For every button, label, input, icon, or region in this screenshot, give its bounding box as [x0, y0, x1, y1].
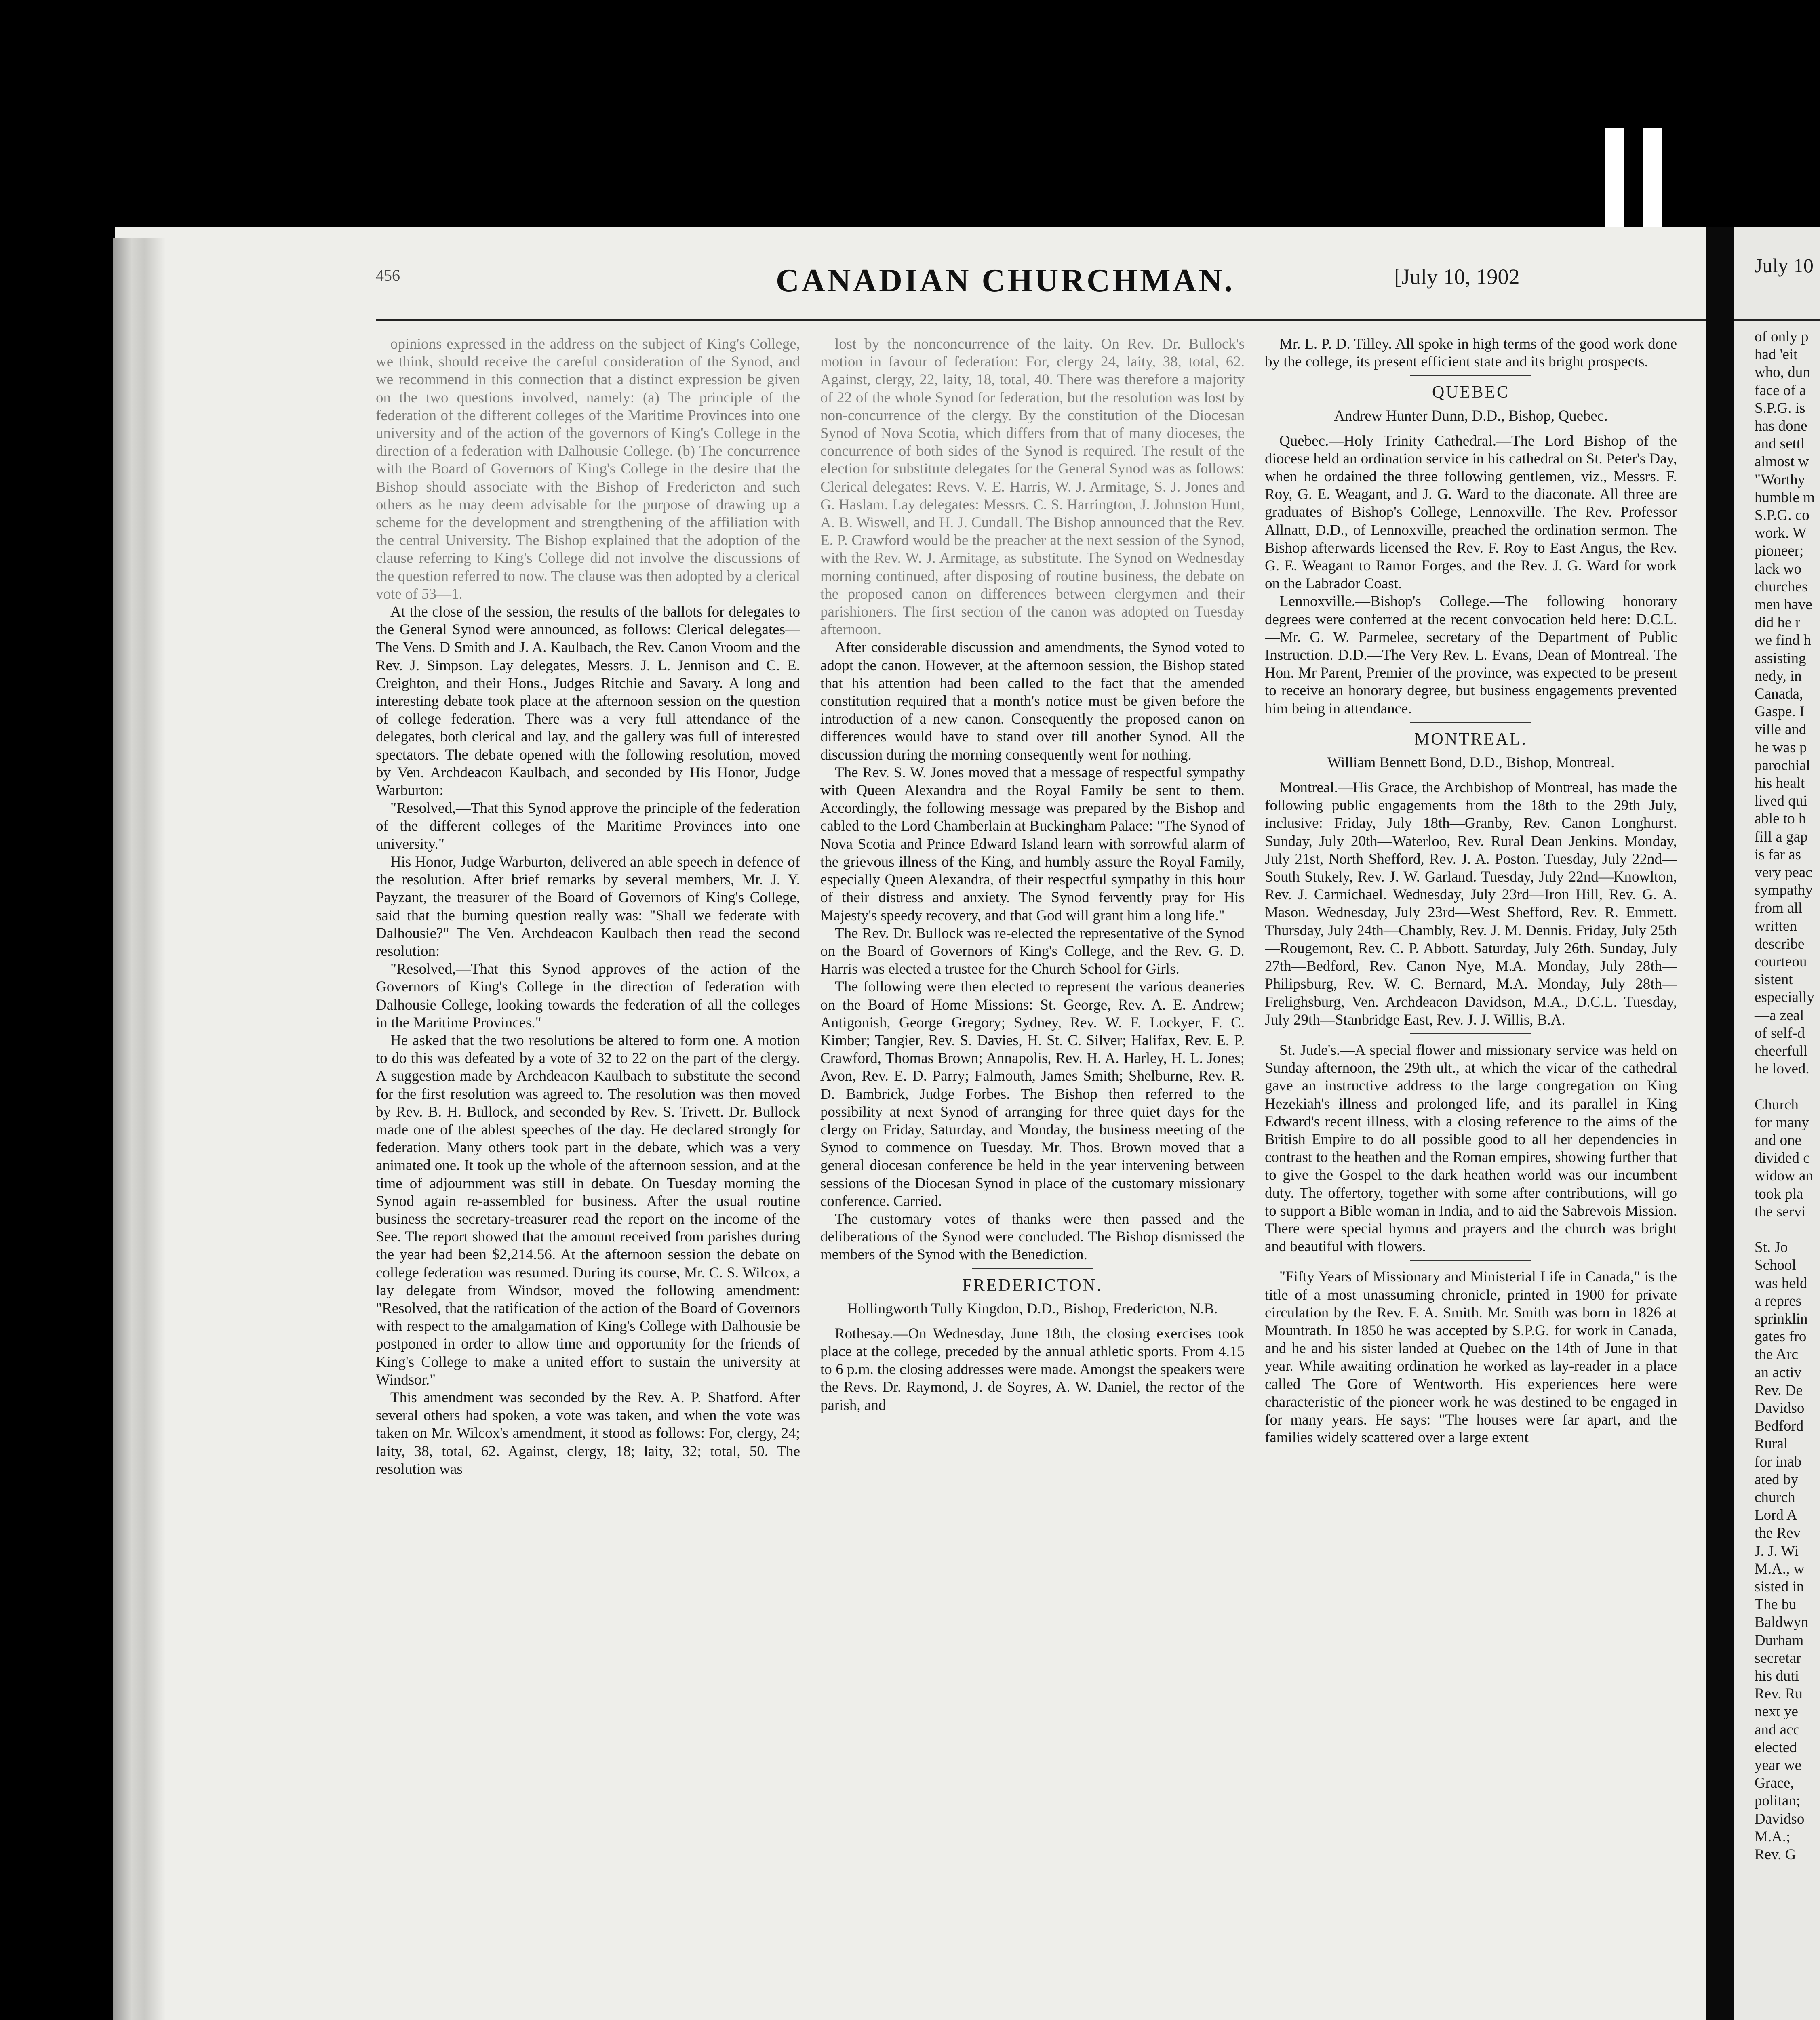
section-rule: [1410, 1033, 1531, 1034]
adjacent-text-line: nedy, in: [1755, 667, 1802, 684]
adjacent-text-line: men have: [1755, 596, 1812, 613]
header-rule: [1734, 319, 1820, 321]
page-edge-shadow: [113, 238, 166, 2020]
section-heading-fredericton: [820, 1277, 1245, 1295]
adjacent-text-line: widow an: [1755, 1168, 1813, 1185]
article-paragraph: "Resolved,—That this Synod approve the principle of the federation of the different colleges of the Maritime Provinces into one university.": [376, 800, 800, 852]
adjacent-text-line: lived qui: [1755, 793, 1807, 810]
adjacent-text-line: M.A.;: [1755, 1828, 1791, 1845]
adjacent-text-line: divided c: [1755, 1150, 1810, 1167]
adjacent-text-line: and settl: [1755, 436, 1805, 452]
adjacent-text-line: fill a gap: [1755, 828, 1808, 845]
adjacent-text-line: for many: [1755, 1114, 1809, 1131]
article-paragraph: His Honor, Judge Warburton, delivered an able speech in defence of the resolution. After brief remarks by several members, Mr. J. Y. Payzant, the treasurer of the Board of Governors of King's College, said that the burning question really was: "Shall we federate with Dalhousie?" The Ven. Archdeacon Kaulbach then read the second resolution:: [376, 853, 800, 960]
bishop-line: Hollingworth Tully Kingdon, D.D., Bishop, Fredericton, N.B.: [847, 1300, 1218, 1317]
adjacent-page: [1734, 227, 1820, 2020]
adjacent-text-line: Canada,: [1755, 686, 1803, 702]
section-rule: [1410, 1260, 1531, 1261]
adjacent-text-line: Church: [1755, 1096, 1799, 1113]
adjacent-text-line: written: [1755, 917, 1797, 934]
adjacent-text-line: work. W: [1755, 525, 1807, 542]
article-paragraph: At the close of the session, the results of the ballots for delegates to the General Synod were announced, as follows: Clerical delegates—The Vens. D Smith and J. A. Kaulbach, the Rev. Canon Vroom and the Rev. J. Simpson. Lay delegates, Messrs. J. L. Jennison and C. E. Creighton, and their Hons., Judges Ritchie and Savary. A long and interesting debate took place at the afternoon session on the question of college federation. There was a very full attendance of the delegates, both clerical and lay, and the gallery was full of interested spectators. The debate opened with the following resolution, moved by Ven. Archdeacon Kaulbach, and seconded by His Honor, Judge Warburton:: [376, 604, 800, 799]
article-paragraph: The customary votes of thanks were then passed and the deliberations of the Synod were concluded. The Bishop dismissed the members of the Synod with the Benediction.: [820, 1210, 1245, 1263]
section-title: FREDERICTON.: [962, 1276, 1103, 1295]
adjacent-text-line: the Rev: [1755, 1525, 1801, 1542]
adjacent-text-line: Rev. Ru: [1755, 1685, 1803, 1702]
adjacent-text-line: we find h: [1755, 632, 1811, 649]
adjacent-text-line: Davidso: [1755, 1810, 1805, 1827]
adjacent-text-line: Lord A: [1755, 1507, 1797, 1524]
page-header: [376, 254, 1600, 314]
article-paragraph: Mr. L. P. D. Tilley. All spoke in high terms of the good work done by the college, its present efficient state and its bright prospects.: [1265, 336, 1677, 370]
adjacent-text-line: describe: [1755, 935, 1805, 952]
article-paragraph: St. Jude's.—A special flower and missionary service was held on Sunday afternoon, the 29th ult., at which the vicar of the cathedral gave an instructive address to the large congregation on King Hezekiah's illness and prolonged life, and its parallel in King Edward's recent illness, with a closing reference to the aims of the British Empire to do all possible good to all her dependencies in contrast to the heathen and the Roman empires, showing further that to give the Gospel to the dark heathen world was our incumbent duty. The offertory, together with some after contributions, will go to support a Bible woman in India, and to aid the Sabrevois Mission. There were special hymns and prayers and the church was bright and beautiful with flowers.: [1265, 1042, 1677, 1255]
section-title: QUEBEC: [1432, 383, 1510, 402]
adjacent-text-line: courteou: [1755, 953, 1807, 970]
adjacent-text-line: who, dun: [1755, 364, 1810, 381]
adjacent-text-line: St. Jo: [1755, 1239, 1788, 1256]
adjacent-text-line: Davidso: [1755, 1400, 1805, 1416]
article-paragraph: "Resolved,—That this Synod approves of the action of the Governors of King's College in the direction of federation with Dalhousie College, looking towards the federation of all the colleges in the Maritime Provinces.": [376, 961, 800, 1031]
column-right: [1265, 335, 1677, 2020]
adjacent-text-line: his healt: [1755, 775, 1805, 791]
article-paragraph: "Fifty Years of Missionary and Ministerial Life in Canada," is the title of a most unassuming chronicle, printed in 1900 for private circulation by the Rev. F. A. Smith. Mr. Smith was born in 1826 at Mountrath. In 1850 he was accepted by S.P.G. for work in Canada, and he and his sister landed at Quebec on the 14th of June in that year. While awaiting ordination he worked as lay-reader in a place called The Gore of Wentworth. His experiences here were characteristic of the pioneer work he was destined to be engaged in for many years. He says: "The houses were far apart, and the families widely scattered over a large extent: [1265, 1269, 1677, 1446]
article-paragraph: This amendment was seconded by the Rev. A. P. Shatford. After several others had spoken, a vote was taken, and when the vote was taken on Mr. Wilcox's amendment, it stood as follows: For, clergy, 24; laity, 38, total, 62. Against, clergy, 18; laity, 32; total, 50. The resolution was: [376, 1389, 800, 1477]
adjacent-text-line: politan;: [1755, 1793, 1801, 1810]
section-heading-montreal: [1265, 730, 1677, 749]
adjacent-text-line: sympathy: [1755, 882, 1813, 899]
adjacent-text-line: next ye: [1755, 1703, 1798, 1720]
adjacent-text-line: Bedford: [1755, 1418, 1804, 1435]
adjacent-text-line: especially: [1755, 989, 1814, 1006]
adjacent-text-line: almost w: [1755, 453, 1809, 470]
adjacent-text-line: assisting: [1755, 650, 1806, 667]
section-heading-quebec: [1265, 383, 1677, 402]
adjacent-text-line: face of a: [1755, 382, 1806, 399]
adjacent-text-line: of only p: [1755, 328, 1809, 345]
adjacent-text-line: for inab: [1755, 1453, 1802, 1470]
adjacent-text-line: did he r: [1755, 614, 1801, 631]
adjacent-text-line: an activ: [1755, 1364, 1802, 1381]
adjacent-text-line: is far as: [1755, 846, 1801, 863]
article-paragraph: Rothesay.—On Wednesday, June 18th, the closing exercises took place at the college, preceded by the annual athletic sports. From 4.15 to 6 p.m. the closing addresses were made. Amongst the speakers were the Revs. Dr. Raymond, J. de Soyres, A. W. Daniel, the rector of the parish, and: [820, 1325, 1245, 1414]
adjacent-text-line: M.A., w: [1755, 1560, 1805, 1577]
page-number: 456: [376, 266, 400, 284]
adjacent-text-line: he loved.: [1755, 1060, 1809, 1077]
article-paragraph: Montreal.—His Grace, the Archbishop of Montreal, has made the following public engagements from the 18th to the 29th July, inclusive: Friday, July 18th—Granby, Rev. Canon Longhurst. Sunday, July 20th—Waterloo, Rev. Rural Dean Jenkins. Monday, July 21st, North Shefford, Rev. J. A. Poston. Tuesday, July 22nd—South Stukely, Rev. J. W. Garland. Tuesday, July 22nd—Knowlton, Rev. J. Carmichael. Wednesday, July 23rd—Iron Hill, Rev. G. A. Mason. Wednesday, July 23rd—West Shefford, Rev. R. Emmett. Thursday, July 24th—Chambly, Rev. J. M. Dennis. Friday, July 25th—Rougemont, Rev. C. P. Abbott. Saturday, July 26th. Sunday, July 27th—Bedford, Rev. Canon Nye, M.A. Monday, July 28th—Philipsburg, Rev. W. C. Bernard, M.A. Monday, July 28th—Frelighsburg, Ven. Archdeacon Davidson, M.A., D.C.L. Tuesday, July 29th—Stanbridge East, Rev. J. J. Willis, B.A.: [1265, 779, 1677, 1028]
adjacent-text-line: School: [1755, 1257, 1796, 1274]
adjacent-text-line: sprinklin: [1755, 1311, 1808, 1327]
adjacent-text-line: churches: [1755, 578, 1808, 595]
article-paragraph: opinions expressed in the address on the subject of King's College, we think, should receive the careful consideration of the Synod, and we recommend in this connection that a distinct expression be given on the two questions involved, namely: (a) The principle of the federation of the different colleges of the Maritime Provinces into one university and of the action of the governors of King's College in the direction of a federation with Dalhousie College. (b) The concurrence with the Board of Governors of King's College in the desire that the Bishop should associate with the Bishop of Fredericton and such others as he may deem advisable for the purpose of drawing up a scheme for the development and strengthening of the affiliation with the central University. The Bishop explained that the adoption of the clause referring to King's College did not involve the discussions of the question referred to now. The clause was then adopted by a clerical vote of 53—1.: [376, 336, 800, 602]
adjacent-text-line: J. J. Wi: [1755, 1542, 1799, 1559]
section-rule: [1410, 722, 1531, 723]
adjacent-text-line: able to h: [1755, 810, 1806, 827]
adjacent-text-line: sistent: [1755, 971, 1793, 988]
adjacent-text-line: a repres: [1755, 1292, 1802, 1309]
adjacent-text-line: had 'eit: [1755, 346, 1798, 363]
adjacent-text-line: Rev. De: [1755, 1382, 1803, 1399]
adjacent-text-line: and one: [1755, 1132, 1802, 1149]
article-paragraph: Quebec.—Holy Trinity Cathedral.—The Lord Bishop of the diocese held an ordination service in his cathedral on St. Peter's Day, when he ordained the three following gentlemen, viz., Messrs. F. Roy, G. E. Weagant, and J. G. Ward to the diaconate. All three are graduates of Bishop's College, Lennoxville. The Rev. Professor Allnatt, D.D., of Lennoxville, preached the ordination sermon. The Bishop afterwards licensed the Rev. F. Roy to East Angus, the Rev. G. E. Weagant to Ramor Forges, and the Rev. J. G. Ward for work on the Labrador Coast.: [1265, 432, 1677, 592]
adjacent-text-line: Gaspe. I: [1755, 703, 1805, 720]
adjacent-text-line: his duti: [1755, 1668, 1799, 1684]
adjacent-text-line: S.P.G. is: [1755, 400, 1805, 417]
adjacent-text-line: he was p: [1755, 739, 1807, 756]
adjacent-text-line: Rev. G: [1755, 1846, 1796, 1863]
adjacent-text-line: cheerfull: [1755, 1043, 1808, 1059]
adjacent-text-line: ville and: [1755, 721, 1807, 738]
article-paragraph: The Rev. Dr. Bullock was re-elected the representative of the Synod on the Board of Governors of King's College, and the Rev. G. D. Harris was elected a trustee for the Church School for Girls.: [820, 925, 1245, 978]
adjacent-text-line: Durham: [1755, 1632, 1804, 1649]
adjacent-text-line: sisted in: [1755, 1578, 1804, 1595]
adjacent-text-line: Rural: [1755, 1435, 1788, 1452]
section-rule: [1410, 375, 1531, 376]
adjacent-text-line: year we: [1755, 1757, 1802, 1774]
column-middle: [820, 335, 1245, 2020]
column-left: [376, 335, 800, 2020]
adjacent-text-line: the Arc: [1755, 1346, 1798, 1363]
section-title: MONTREAL.: [1414, 730, 1527, 749]
binding-gutter: [1706, 227, 1734, 2020]
adjacent-text-line: very peac: [1755, 864, 1812, 881]
article-paragraph: After considerable discussion and amendments, the Synod voted to adopt the canon. However, at the afternoon session, the Bishop stated that his attention had been called to the fact that the amended constitution required that a month's notice must be given before the introduction of a new canon. Consequently the proposed canon on differences would have to stand over till another Synod. All the discussion during the morning consequently went for nothing.: [820, 639, 1245, 763]
adjacent-text-line: pioneer;: [1755, 543, 1804, 560]
adjacent-text-line: was held: [1755, 1275, 1807, 1292]
adjacent-text-line: Grace,: [1755, 1775, 1794, 1792]
adjacent-text-line: parochial: [1755, 757, 1810, 774]
adjacent-text-line: church: [1755, 1489, 1795, 1506]
article-paragraph: He asked that the two resolutions be altered to form one. A motion to do this was defeated by a vote of 32 to 22 on the part of the clergy. A suggestion made by Archdeacon Kaulbach to substitute the second for the first resolution was agreed to. The resolution was then moved by Rev. B. H. Bullock, and seconded by Rev. S. Trivett. Dr. Bullock made one of the ablest speeches of the day. He declared strongly for federation. Many others took part in the debate, which was a very animated one. It took up the whole of the afternoon session, and at the time of adjournment was still in debate. On Tuesday morning the Synod again re-assembled for business. After the usual routine business the secretary-treasurer read the report on the income of the See. The report showed that the amount received from parishes during the year had been $2,214.56. At the afternoon session the debate on college federation was resumed. During its course, Mr. C. S. Wilcox, a lay delegate from Windsor, moved the following amendment: "Resolved, that the ratification of the action of the Board of Governors with respect to the amalgamation of King's College with Dalhousie be postponed in order to allow time and opportunity for the friends of King's College to make a united effort to sustain the university at Windsor.": [376, 1032, 800, 1388]
adjacent-text-line: the servi: [1755, 1203, 1806, 1220]
adjacent-text-line: took pla: [1755, 1185, 1803, 1202]
adjacent-text-line: gates fro: [1755, 1328, 1807, 1345]
header-rule: [376, 319, 1729, 321]
adjacent-text-line: Baldwyn: [1755, 1614, 1809, 1631]
article-paragraph: lost by the nonconcurrence of the laity. On Rev. Dr. Bullock's motion in favour of federation: For, clergy 24, laity, 38, total, 62. Against, clergy, 22, laity, 18, total, 40. There was therefore a majority of 22 of the whole Synod for federation, but the resolution was lost by non-concurrence of the clergy. By the constitution of the Diocesan Synod of Nova Scotia, which differs from that of many dioceses, the concurrence of both sides of the Synod is required. The result of the election for substitute delegates for the General Synod was as follows: Clerical delegates: Revs. V. E. Harris, W. J. Armitage, S. J. Jones and G. Haslam. Lay delegates: Messrs. C. S. Harrington, J. Johnston Hunt, A. B. Wiswell, and H. J. Cundall. The Bishop announced that the Rev. E. P. Crawford would be the preacher at the next session of the Synod, with the Rev. W. J. Armitage, as substitute. The Synod on Wednesday morning continued, after disposing of routine business, the debate on the proposed canon on differences between clergymen and their parishioners. The first section of the canon was adopted on Tuesday afternoon.: [820, 336, 1245, 638]
bishop-line: Andrew Hunter Dunn, D.D., Bishop, Quebec.: [1334, 407, 1608, 424]
adjacent-page-header: July 10: [1755, 254, 1814, 277]
article-paragraph: The Rev. S. W. Jones moved that a message of respectful sympathy with Queen Alexandra and the Royal Family be sent to them. Accordingly, the following message was prepared by the Bishop and cabled to the Lord Chamberlain at Buckingham Palace: "The Synod of Nova Scotia and Prince Edward Island learn with sorrowful alarm of the grievous illness of the King, and humbly assure the Royal Family, especially Queen Alexandra, of their respectful sympathy in this hour of their distress and anxiety. The Synod fervently pray for His Majesty's speedy recovery, and that God will grant him a long life.": [820, 764, 1245, 924]
section-rule: [972, 1268, 1093, 1269]
adjacent-text-line: of self-d: [1755, 1025, 1805, 1042]
article-paragraph: Lennoxville.—Bishop's College.—The following honorary degrees were conferred at the recent convocation held here: D.C.L.—Mr. G. W. Parmelee, secretary of the Department of Public Instruction. D.D.—The Very Rev. L. Evans, Dean of Montreal. The Hon. Mr Parent, Premier of the province, was expected to be present to receive an honorary degree, but business engagements prevented him being in attendance.: [1265, 593, 1677, 717]
adjacent-text-line: S.P.G. co: [1755, 507, 1809, 524]
masthead-title: CANADIAN CHURCHMAN.: [776, 263, 1235, 299]
bishop-line: William Bennett Bond, D.D., Bishop, Montreal.: [1327, 754, 1615, 771]
adjacent-text-line: and acc: [1755, 1721, 1800, 1738]
adjacent-text-line: humble m: [1755, 489, 1815, 506]
adjacent-text-line: secretar: [1755, 1650, 1801, 1666]
adjacent-text-line: The bu: [1755, 1596, 1797, 1613]
adjacent-text-line: has done: [1755, 418, 1807, 434]
adjacent-text-line: —a zeal: [1755, 1007, 1804, 1024]
article-paragraph: The following were then elected to represent the various deaneries on the Board of Home Missions: St. George, Rev. A. E. Andrew; Antigonish, George Gregory; Sydney, Rev. W. F. Lockyer, F. C. Kimber; Tangier, Rev. S. Davies, H. St. C. Silver; Halifax, Rev. E. P. Crawford, Thomas Brown; Annapolis, Rev. H. A. Harley, H. L. Jones; Avon, Rev. E. D. Parry; Falmouth, James Smith; Shelburne, Rev. R. D. Bambrick, Judge Forbes. The Bishop then referred to the possibility at next Synod of arranging for three quiet days for the clergy on Friday, Saturday, and Monday, the business meeting of the Synod to commence on Tuesday. Mr. Thos. Brown moved that a general diocesan conference be held in the year intervening between sessions of the Diocesan Synod in place of the customary missionary conference. Carried.: [820, 978, 1245, 1210]
adjacent-text-line: ated by: [1755, 1471, 1798, 1488]
adjacent-text-line: from all: [1755, 900, 1803, 917]
adjacent-text-line: elected: [1755, 1739, 1797, 1756]
adjacent-text-line: lack wo: [1755, 560, 1802, 577]
issue-date: [July 10, 1902: [1394, 265, 1520, 289]
adjacent-text-line: "Worthy: [1755, 471, 1805, 488]
